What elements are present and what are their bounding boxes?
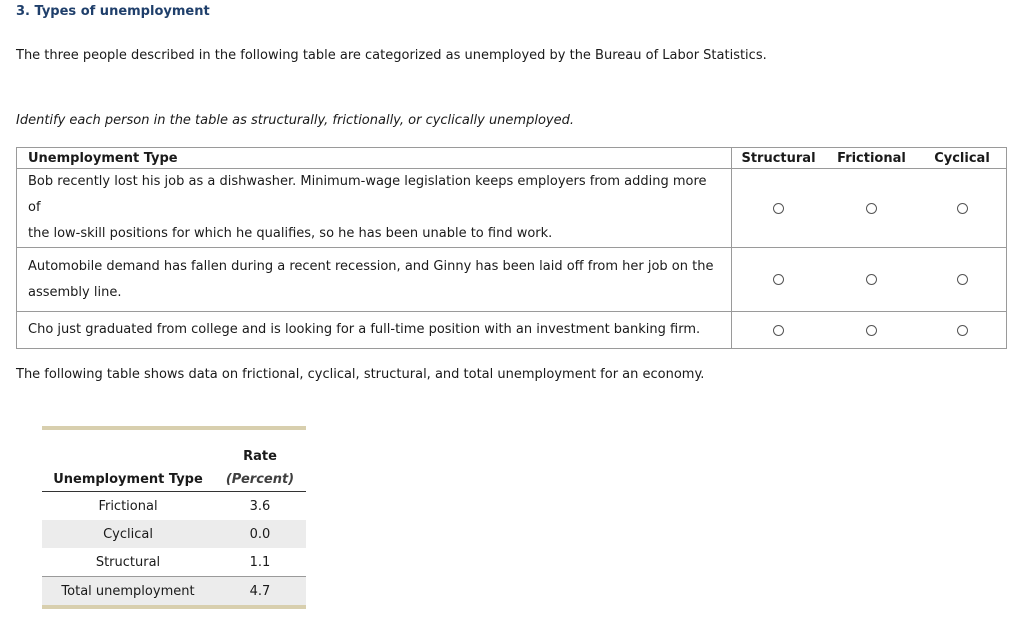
radio-cho-frictional[interactable]	[866, 325, 877, 336]
question-instruction: Identify each person in the table as structurally, frictionally, or cyclically unemployed.	[16, 113, 574, 128]
radio-cho-structural[interactable]	[773, 325, 784, 336]
radio-bob-cyclical[interactable]	[957, 203, 968, 214]
cyclical-header: Cyclical	[918, 148, 1007, 169]
rate-header: Rate	[243, 449, 277, 464]
frictional-header: Frictional	[825, 148, 918, 169]
radio-ginny-frictional[interactable]	[866, 274, 877, 285]
scenario-text-line: assembly line.	[28, 284, 122, 300]
scenario-row-ginny	[17, 248, 1007, 312]
rate-cell: 1.1	[249, 554, 271, 570]
unemployment-type-column-header: Unemployment Type	[42, 467, 214, 492]
radio-ginny-cyclical[interactable]	[957, 274, 968, 285]
radio-ginny-structural[interactable]	[773, 274, 784, 285]
total-rate: 4.7	[214, 577, 306, 606]
question-title: 3. Types of unemployment	[16, 4, 210, 19]
scenario-description	[17, 169, 732, 248]
question-intro: The three people described in the following table are categorized as unemployed by the Bureau of Labor Statistics.	[16, 48, 767, 63]
classification-header-row	[17, 148, 1007, 169]
unemployment-type-cell: Cyclical	[42, 520, 214, 548]
radio-bob-frictional[interactable]	[866, 203, 877, 214]
scenario-text-line: Bob recently lost his job as a dishwasher. Minimum-wage legislation keeps employers from adding more of	[28, 174, 707, 215]
scenario-row-bob	[17, 169, 1007, 248]
table-row	[42, 548, 306, 577]
percent-unit-header: (Percent)	[214, 467, 306, 492]
total-row	[42, 577, 306, 606]
scenario-text-line: Automobile demand has fallen during a recent recession, and Ginny has been laid off from her job on the	[28, 258, 714, 274]
table-row	[42, 492, 306, 521]
table-row	[42, 520, 306, 548]
scenario-description	[17, 248, 732, 312]
unemployment-type-cell: Frictional	[98, 498, 158, 514]
table-bottom-rule	[42, 605, 306, 607]
radio-bob-structural[interactable]	[773, 203, 784, 214]
scenario-description	[17, 312, 732, 349]
scenario-text-line: Cho just graduated from college and is looking for a full-time position with an investment banking firm.	[28, 322, 701, 337]
classification-table	[16, 147, 1007, 349]
data-table-intro: The following table shows data on frictional, cyclical, structural, and total unemployment for an economy.	[16, 367, 705, 382]
radio-cho-cyclical[interactable]	[957, 325, 968, 336]
scenario-text-line: the low-skill positions for which he qualifies, so he has been unable to find work.	[28, 226, 553, 241]
rate-cell: 3.6	[249, 498, 271, 514]
structural-header: Structural	[732, 148, 826, 169]
scenario-row-cho	[17, 312, 1007, 349]
rate-cell: 0.0	[214, 520, 306, 548]
total-label: Total unemployment	[42, 577, 214, 606]
unemployment-data-table	[42, 426, 306, 609]
unemployment-type-cell: Structural	[95, 554, 161, 570]
unemployment-type-header: Unemployment Type	[17, 148, 732, 169]
